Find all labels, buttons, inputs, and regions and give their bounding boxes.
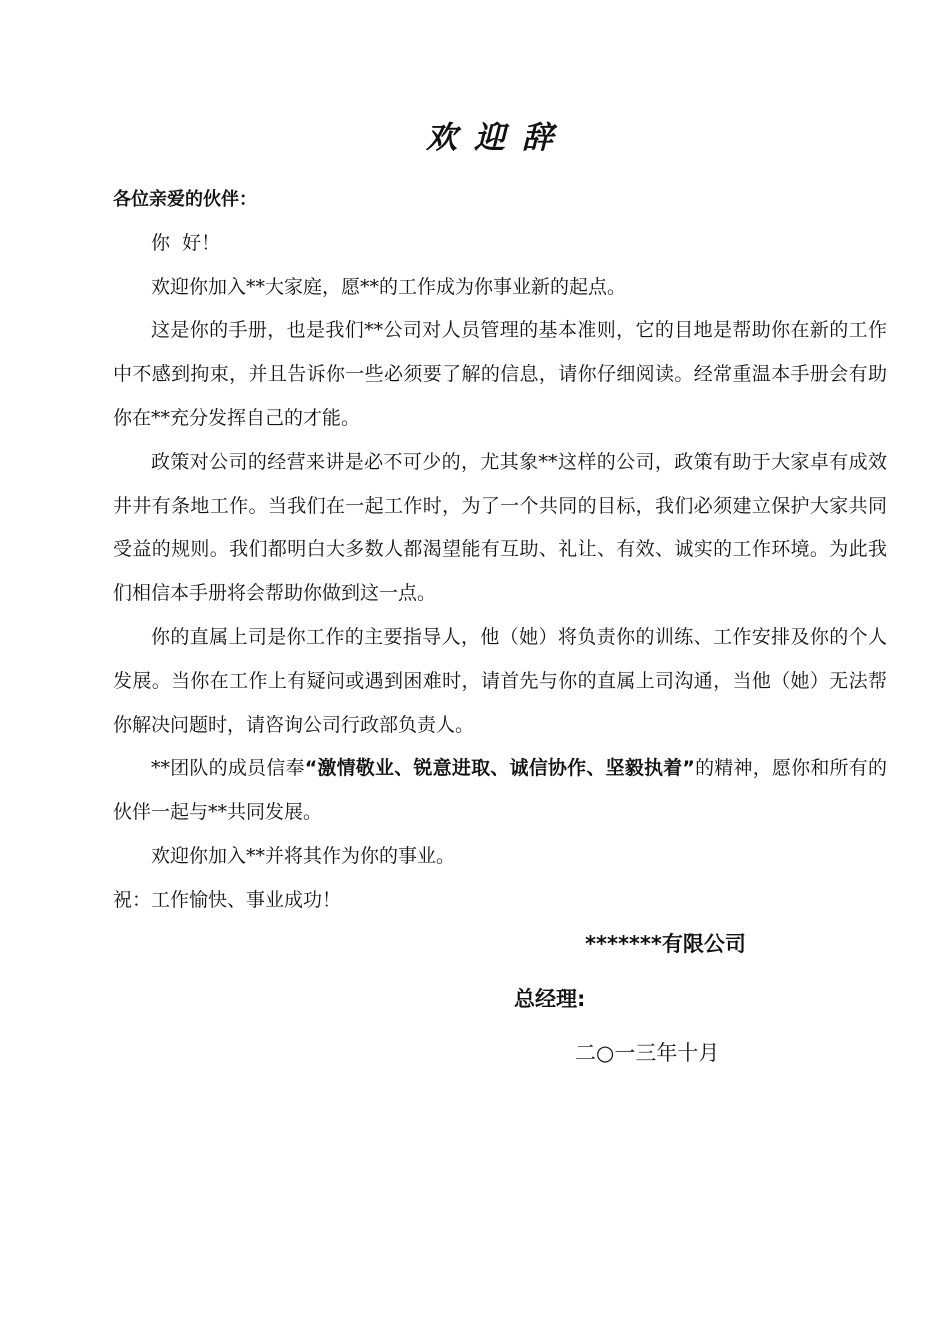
signature-title: 总经理: [514, 987, 586, 1011]
signature-date: 二○一三年十月 [575, 1041, 720, 1065]
salutation: 各位亲爱的伙伴： [113, 189, 257, 210]
page-title: 欢迎辞 [426, 120, 570, 156]
motto-text: “激情敬业、锐意进取、诚信协作、坚毅执着” [304, 757, 695, 780]
greeting: 你 好！ [151, 231, 221, 254]
signature-company: *******有限公司 [585, 932, 746, 956]
wish-line: 祝：工作愉快、事业成功！ [113, 888, 342, 911]
paragraph-handbook: 这是你的手册，也是我们**公司对人员管理的基本准则，它的目地是帮助你在新的工作中不感到拘束，并且告诉你一些必须要了解的信息，请你仔细阅读。经常重温本手册会有助你在**充分发挥自己的才能。 [113, 319, 887, 429]
paragraph-closing: 欢迎你加入**并将其作为你的事业。 [151, 844, 456, 867]
paragraph-welcome: 欢迎你加入**大家庭，愿**的工作成为你事业新的起点。 [151, 275, 627, 298]
letter-body [113, 178, 887, 923]
paragraph-policy: 政策对公司的经营来讲是必不可少的，尤其象**这样的公司，政策有助于大家卓有成效井井有条地工作。当我们在一起工作时，为了一个共同的目标，我们必须建立保护大家共同受益的规则。我们都明白大多数人都渴望能有互助、礼让、有效、诚实的工作环境。为此我们相信本手册将会帮助你做到这一点。 [113, 450, 887, 605]
motto-before: **团队的成员信奉 [151, 757, 305, 780]
motto-after: 的精神，愿你和所有的伙伴一起与**共同发展。 [113, 757, 887, 824]
paragraph-motto [113, 747, 887, 835]
paragraph-supervisor: 你的直属上司是你工作的主要指导人，他（她）将负责你的训练、工作安排及你的个人发展。当你在工作上有疑问或遇到困难时，请首先与你的直属上司沟通，当他（她）无法帮你解决问题时，请咨询公司行政部负责人。 [113, 625, 887, 736]
